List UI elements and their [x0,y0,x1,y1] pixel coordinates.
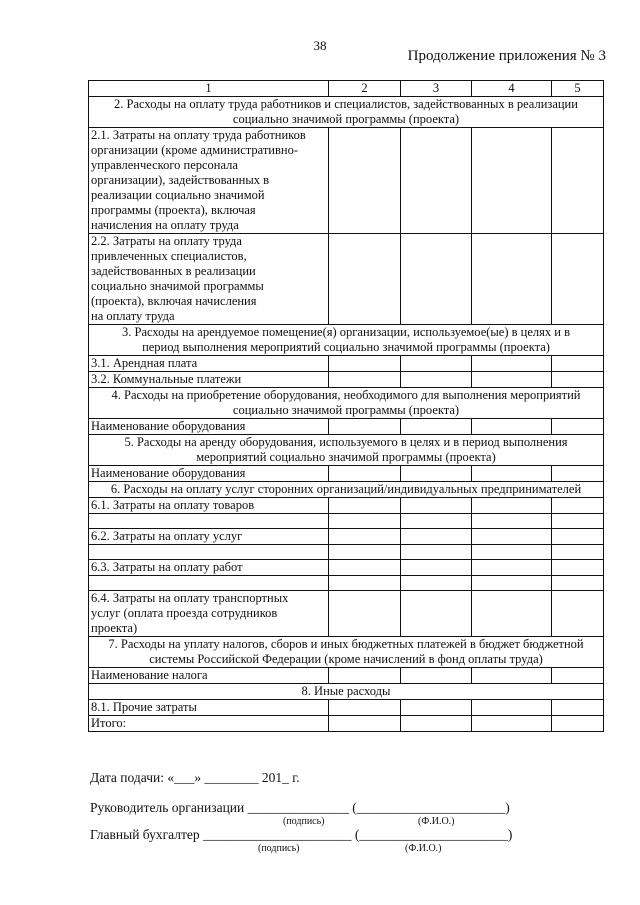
cell[interactable] [329,668,401,684]
blank-row [89,545,604,560]
section-3-heading [89,325,604,356]
row-2-1-label: 2.1. Затраты на оплату труда работников организации (кроме административно- управленческого персонала организации), задействованных в реализации социально значимой программы (проекта), включая начисления на оплату труда [89,128,329,234]
row-2-2-label: 2.2. Затраты на оплату труда привлеченных специалистов, задействованных в реализации социально значимой программы (проекта), включая начисления на оплату труда [89,234,329,325]
section-4-title-line-2: социально значимой программы (проекта) [232,403,460,417]
head-fio-caption: (Ф.И.О.) [418,816,455,827]
cell[interactable] [552,128,604,234]
cell[interactable] [329,234,401,325]
cell[interactable] [552,372,604,388]
row-6-4 [89,591,604,637]
row-6-1 [89,498,604,514]
cell[interactable] [472,234,552,325]
header-row [89,81,604,97]
header-col-3: 3 [401,81,472,97]
header-col-5: 5 [552,81,604,97]
section-3-title-line-2: период выполнения мероприятий социально значимой программы (проекта) [142,340,550,354]
row-7-tax [89,668,604,684]
row-6-3 [89,560,604,576]
head-signature-line[interactable]: Руководитель организации _______________ (______________________) [90,800,510,815]
cell[interactable] [472,419,552,435]
cell[interactable] [329,419,401,435]
header-col-4: 4 [472,81,552,97]
section-5-title-line-2: мероприятий социально значимой программы (проекта) [196,450,496,464]
cell[interactable] [552,668,604,684]
cell[interactable] [401,591,472,637]
cell[interactable] [552,356,604,372]
chief-accountant-signature-line[interactable]: Главный бухгалтер ______________________ (______________________) [90,827,513,842]
chief-fio-caption: (Ф.И.О.) [405,843,442,854]
section-6-heading [89,482,604,498]
row-4-label: Наименование оборудования [89,419,329,435]
section-8-heading [89,684,604,700]
cell[interactable] [329,498,401,514]
row-6-4-label: 6.4. Затраты на оплату транспортных услуг (оплата проезда сотрудников проекта) [89,591,329,637]
page-number: 38 [313,38,327,53]
section-6-title: 6. Расходы на оплату услуг сторонних организаций/индивидуальных предпринимателей [89,482,604,498]
row-3-2-label: 3.2. Коммунальные платежи [89,372,329,388]
cell[interactable] [552,498,604,514]
cell[interactable] [552,419,604,435]
row-5-equipment [89,466,604,482]
row-6-2 [89,529,604,545]
cell[interactable] [552,560,604,576]
cell[interactable] [329,716,401,732]
row-3-1-label: 3.1. Арендная плата [89,356,329,372]
cell[interactable] [472,372,552,388]
row-3-2 [89,372,604,388]
appendix-continuation-title: Продолжение приложения № 3 [407,48,606,64]
cell[interactable] [472,716,552,732]
total-label: Итого: [89,716,329,732]
cell[interactable] [552,529,604,545]
cell[interactable] [401,128,472,234]
cell[interactable] [329,356,401,372]
cell[interactable] [472,466,552,482]
cell[interactable] [472,529,552,545]
row-6-2-label: 6.2. Затраты на оплату услуг [89,529,329,545]
row-8-1 [89,700,604,716]
section-2-heading [89,97,604,128]
cell[interactable] [472,700,552,716]
section-4-heading [89,388,604,419]
cell[interactable] [401,372,472,388]
section-3-title-line-1: 3. Расходы на арендуемое помещение(я) организации, используемое(ые) в целях и в [122,325,570,339]
row-8-1-label: 8.1. Прочие затраты [89,700,329,716]
section-4-title-line-1: 4. Расходы на приобретение оборудования, необходимого для выполнения мероприятий [111,388,581,402]
row-5-label: Наименование оборудования [89,466,329,482]
cell[interactable] [329,128,401,234]
row-6-3-label: 6.3. Затраты на оплату работ [89,560,329,576]
section-2-title-line-1: 2. Расходы на оплату труда работников и специалистов, задействованных в реализации [114,97,578,111]
cell[interactable] [472,128,552,234]
cell[interactable] [472,668,552,684]
section-5-heading [89,435,604,466]
cell[interactable] [329,700,401,716]
cell[interactable] [401,700,472,716]
cell[interactable] [472,560,552,576]
cell[interactable] [329,372,401,388]
section-7-heading [89,637,604,668]
section-2-title-line-2: социально значимой программы (проекта) [232,112,460,126]
submission-date-line[interactable]: Дата подачи: «___» ________ 201_ г. [90,770,300,785]
expense-table [88,80,604,732]
cell[interactable] [329,560,401,576]
cell[interactable] [401,716,472,732]
cell[interactable] [329,529,401,545]
blank-row [89,576,604,591]
header-col-2: 2 [329,81,401,97]
cell[interactable] [329,466,401,482]
row-2-2 [89,234,604,325]
cell[interactable] [401,668,472,684]
cell[interactable] [401,234,472,325]
cell[interactable] [552,700,604,716]
blank-row [89,514,604,529]
row-4-equipment [89,419,604,435]
cell[interactable] [329,591,401,637]
total-row [89,716,604,732]
cell[interactable] [472,591,552,637]
row-3-1 [89,356,604,372]
cell[interactable] [552,591,604,637]
row-6-1-label: 6.1. Затраты на оплату товаров [89,498,329,514]
section-5-title-line-1: 5. Расходы на аренду оборудования, используемого в целях и в период выполнения [124,435,568,449]
cell[interactable] [552,466,604,482]
cell[interactable] [401,466,472,482]
header-col-1: 1 [89,81,329,97]
section-7-title-line-1: 7. Расходы на уплату налогов, сборов и иных бюджетных платежей в бюджет бюджетной [108,637,584,651]
cell[interactable] [401,529,472,545]
chief-signature-caption: (подпись) [258,843,300,854]
cell[interactable] [472,356,552,372]
row-7-label: Наименование налога [89,668,329,684]
cell[interactable] [401,498,472,514]
row-2-1 [89,128,604,234]
section-7-title-line-2: системы Российской Федерации (кроме начислений в фонд оплаты труда) [149,652,543,666]
cell[interactable] [552,716,604,732]
cell[interactable] [552,234,604,325]
head-signature-caption: (подпись) [283,816,325,827]
cell[interactable] [401,560,472,576]
cell[interactable] [401,356,472,372]
cell[interactable] [401,419,472,435]
section-8-title: 8. Иные расходы [89,684,604,700]
cell[interactable] [472,498,552,514]
